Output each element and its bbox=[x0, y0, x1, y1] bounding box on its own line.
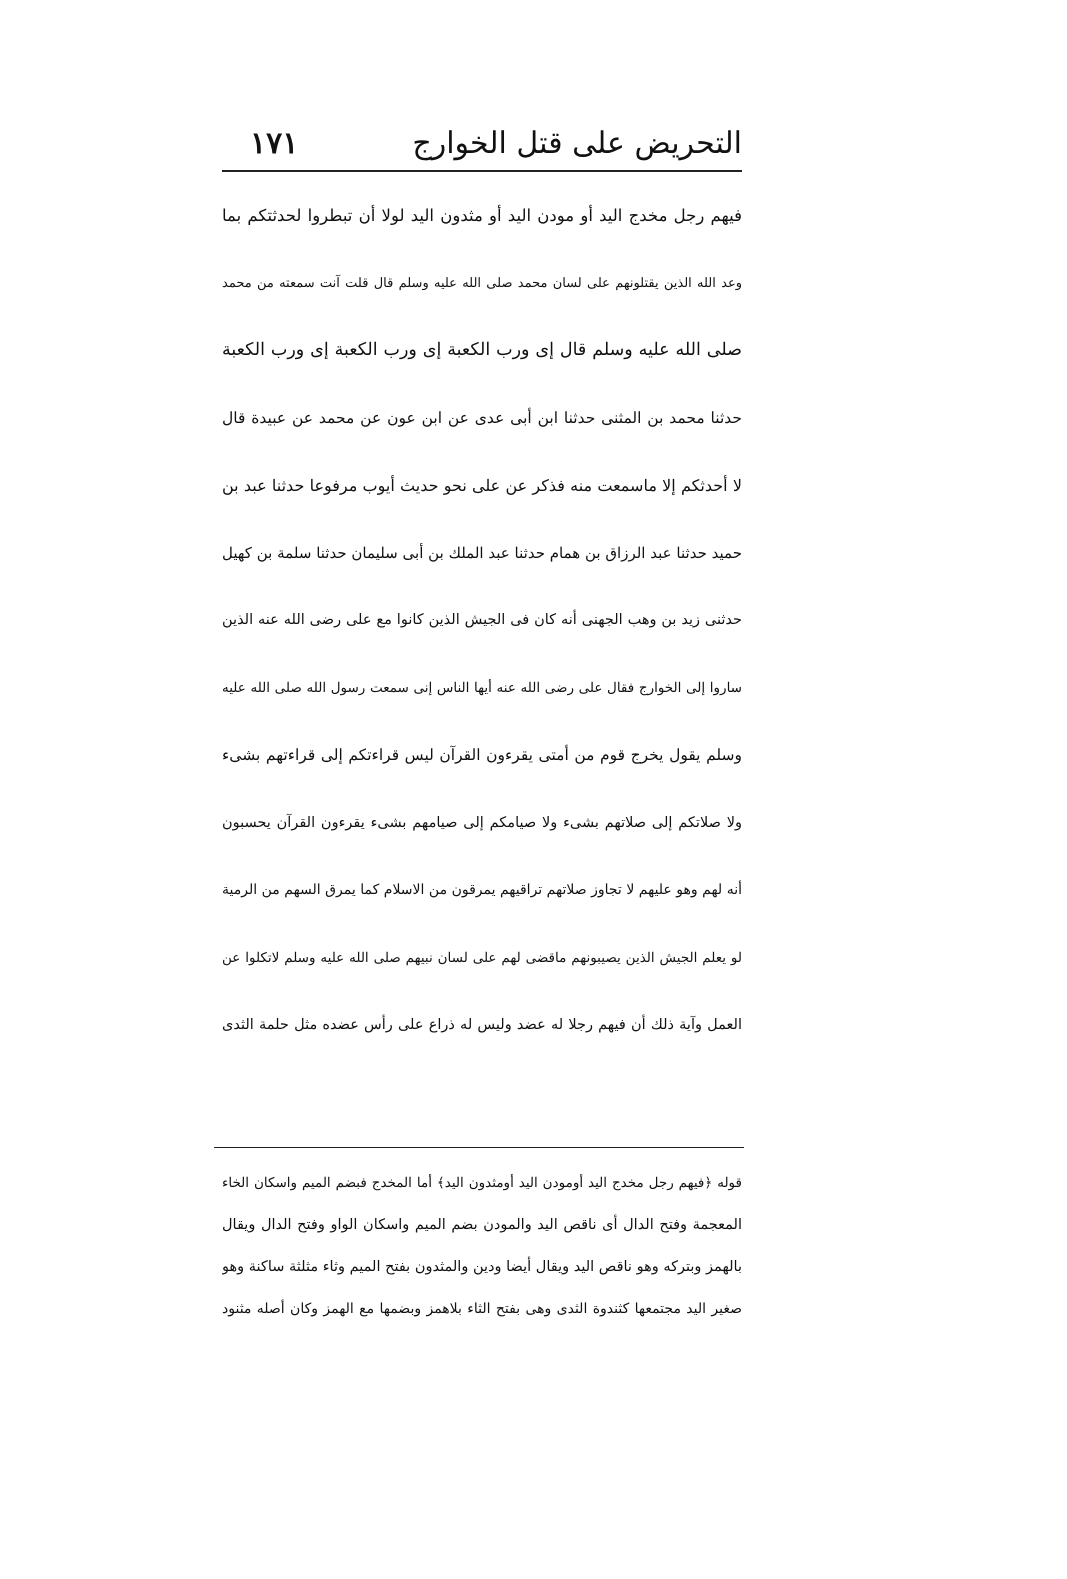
footnote-line: بالهمز وبتركه وهو ناقص اليد ويقال أيضا ودين والمثدون بفتح الميم وثاء مثلثة ساكنة وهو bbox=[222, 1259, 742, 1275]
footnote-line: صغير اليد مجتمعها كثندوة الثدى وهى بفتح الثاء بلاهمز وبضمها مع الهمز وكان أصله مثنود bbox=[222, 1301, 742, 1317]
text-line: فيهم رجل مخدج اليد أو مودن اليد أو مثدون اليد لولا أن تبطروا لحدثتكم بما bbox=[222, 206, 742, 225]
text-line: أنه لهم وهو عليهم لا تجاوز صلاتهم تراقيهم يمرقون من الاسلام كما يمرق السهم من الرمية bbox=[222, 882, 742, 898]
text-line: وعد الله الذين يقتلونهم على لسان محمد صلى الله عليه وسلم قال قلت آنت سمعته من محمد bbox=[222, 275, 742, 291]
footnote-divider bbox=[214, 1147, 744, 1148]
text-line: صلى الله عليه وسلم قال إى ورب الكعبة إى ورب الكعبة إى ورب الكعبة bbox=[222, 340, 742, 360]
page-number: ١٧١ bbox=[250, 126, 299, 161]
header-divider bbox=[222, 170, 742, 172]
text-line: حدثنا محمد بن المثنى حدثنا ابن أبى عدى عن ابن عون عن محمد عن عبيدة قال bbox=[222, 408, 742, 427]
text-line: ساروا إلى الخوارج فقال على رضى الله عنه أيها الناس إنى سمعت رسول الله صلى الله عليه bbox=[222, 679, 742, 696]
running-title: التحريض على قتل الخوارج bbox=[412, 126, 742, 161]
text-line: لا أحدثكم إلا ماسمعت منه فذكر عن على نحو حديث أيوب مرفوعا حدثنا عبد بن bbox=[222, 476, 742, 495]
main-text bbox=[222, 182, 742, 1060]
footnote-commentary bbox=[222, 1162, 742, 1330]
text-line: حميد حدثنا عبد الرزاق بن همام حدثنا عبد الملك بن أبى سليمان حدثنا سلمة بن كهيل bbox=[222, 543, 742, 562]
text-line: العمل وآية ذلك أن فيهم رجلا له عضد وليس له ذراع على رأس عضده مثل حلمة الثدى bbox=[222, 1017, 742, 1033]
page-header bbox=[222, 118, 742, 170]
footnote-line: المعجمة وفتح الدال أى ناقص اليد والمودن بضم الميم واسكان الواو وفتح الدال ويقال bbox=[222, 1217, 742, 1233]
text-line: حدثنى زيد بن وهب الجهنى أنه كان فى الجيش الذين كانوا مع على رضى الله عنه الذين bbox=[222, 612, 742, 628]
text-line: ولا صلاتكم إلى صلاتهم بشىء ولا صيامكم إلى صيامهم بشىء يقرءون القرآن يحسبون bbox=[222, 814, 742, 831]
text-line: لو يعلم الجيش الذين يصيبونهم ماقضى لهم على لسان نبيهم صلى الله عليه وسلم لاتكلوا عن bbox=[222, 949, 742, 966]
footnote-line: قوله ﴿فيهم رجل مخدج اليد أومودن اليد أومثدون اليد﴾ أما المخدج فبضم الميم واسكان الخاء bbox=[222, 1175, 742, 1191]
text-line: وسلم يقول يخرج قوم من أمتى يقرءون القرآن ليس قراءتكم إلى قراءتهم بشىء bbox=[222, 746, 742, 764]
